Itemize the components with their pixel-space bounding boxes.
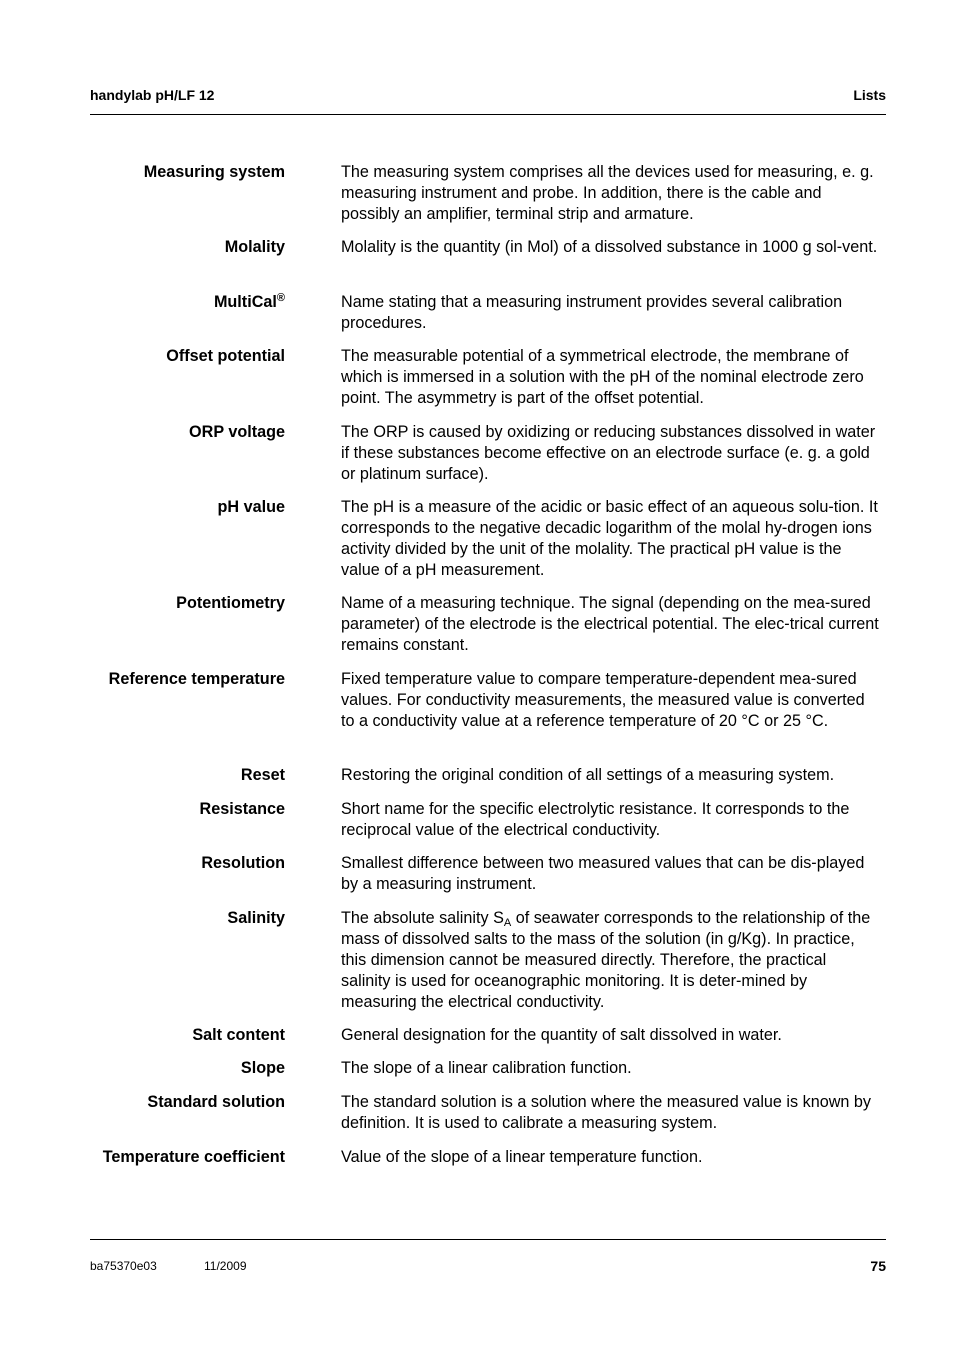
glossary-entry-measuring-system bbox=[90, 162, 886, 237]
glossary-definition: The pH is a measure of the acidic or basic effect of an aqueous solu-tion. It corresponds to the negative decadic logarithm of the molal hy-drogen ions activity divided by the unit of the molality. The practical pH value is the value of a pH measurement. bbox=[341, 498, 878, 579]
salinity-subscript: A bbox=[503, 917, 512, 929]
glossary-definition: Short name for the specific electrolytic resistance. It corresponds to the reciprocal value of the electrical conductivity. bbox=[341, 800, 850, 839]
glossary-entry-orp-voltage bbox=[90, 422, 886, 497]
glossary-definition: General designation for the quantity of salt dissolved in water. bbox=[341, 1026, 782, 1044]
glossary-term-text: MultiCal bbox=[213, 293, 277, 311]
page-footer bbox=[90, 1239, 886, 1280]
glossary-entry-potentiometry bbox=[90, 593, 886, 669]
glossary-term: Standard solution bbox=[147, 1093, 285, 1111]
footer-date: 11/2009 bbox=[204, 1259, 247, 1273]
glossary-entry-ph-value bbox=[90, 497, 886, 593]
glossary-entry-slope bbox=[90, 1058, 886, 1092]
glossary-entry-standard-solution bbox=[90, 1092, 886, 1147]
glossary-term bbox=[90, 292, 285, 346]
glossary-entry-reference-temperature bbox=[90, 669, 886, 765]
glossary-term: Molality bbox=[224, 238, 285, 256]
glossary-definition: Name of a measuring technique. The signal (depending on the mea-sured parameter) of the electrode is the electrical potential. The elec-trical current remains constant. bbox=[341, 594, 879, 654]
glossary-definition bbox=[341, 908, 879, 1025]
glossary-term: Salt content bbox=[192, 1026, 285, 1044]
glossary-definition: The slope of a linear calibration function. bbox=[341, 1059, 632, 1077]
glossary-term: Resistance bbox=[199, 800, 285, 818]
glossary-entry-salinity bbox=[90, 908, 886, 1025]
glossary-definition: The measuring system comprises all the devices used for measuring, e. g. measuring instrument and probe. In addition, there is the cable and possibly an amplifier, terminal strip and armature. bbox=[341, 163, 874, 223]
salinity-definition-start: The absolute salinity S bbox=[341, 909, 504, 927]
glossary-definition: Restoring the original condition of all settings of a measuring system. bbox=[341, 766, 835, 784]
glossary-term: Reset bbox=[240, 766, 285, 784]
registered-trademark-sign: ® bbox=[276, 292, 285, 304]
glossary-term: pH value bbox=[217, 498, 285, 516]
salinity-definition-rest: of seawater corresponds to the relationship of the mass of dissolved salts to the mass of the solution (in g/Kg). In practice, this dimension cannot be measured directly. Therefore, the practical salinity is used for oceanographic monitoring. It is deter-mined by measuring the electrical conductivity. bbox=[341, 909, 871, 1011]
glossary-term: Slope bbox=[240, 1059, 285, 1077]
glossary-definition: The measurable potential of a symmetrical electrode, the membrane of which is immersed in a solution with the pH of the nominal electrode zero point. The asymmetry is part of the offset potential. bbox=[341, 347, 864, 407]
footer-document-id: ba75370e03 bbox=[90, 1259, 157, 1273]
glossary-term: Salinity bbox=[227, 909, 285, 927]
glossary-term: Resolution bbox=[201, 854, 285, 872]
glossary-term: ORP voltage bbox=[189, 423, 285, 441]
glossary-term: Temperature coefficient bbox=[102, 1148, 285, 1166]
glossary-entry-resistance bbox=[90, 799, 886, 853]
glossary-term: Reference temperature bbox=[108, 670, 285, 688]
glossary-definition: The standard solution is a solution where the measured value is known by definition. It is used to calibrate a measuring system. bbox=[341, 1093, 871, 1132]
glossary-entry-molality bbox=[90, 237, 886, 291]
glossary-definition: Molality is the quantity (in Mol) of a dissolved substance in 1000 g sol-vent. bbox=[341, 238, 878, 256]
header-section-name: Lists bbox=[853, 87, 886, 103]
glossary-entry-resolution bbox=[90, 853, 886, 908]
glossary-entry-salt-content bbox=[90, 1025, 886, 1058]
glossary-entry-temperature-coefficient bbox=[90, 1147, 886, 1189]
glossary-definition: Smallest difference between two measured values that can be dis-played by a measuring instrument. bbox=[341, 854, 865, 893]
glossary-term: Potentiometry bbox=[176, 594, 285, 612]
glossary-term: Offset potential bbox=[166, 347, 285, 365]
glossary-definition: Fixed temperature value to compare temperature-dependent mea-sured values. For conductivity measurements, the measured value is converted to a conductivity value at a reference temperature of 20 °C or 25 °C. bbox=[341, 670, 865, 730]
footer-page-number: 75 bbox=[870, 1258, 886, 1274]
page-header bbox=[90, 86, 886, 115]
glossary-entry-multical bbox=[90, 291, 886, 346]
glossary-entry-offset-potential bbox=[90, 346, 886, 422]
glossary-definition: The ORP is caused by oxidizing or reducing substances dissolved in water if these substances become effective on an electrode surface (e. g. a gold or platinum surface). bbox=[341, 423, 876, 483]
header-product-name: handylab pH/LF 12 bbox=[90, 87, 215, 103]
glossary-entry-reset bbox=[90, 765, 886, 799]
glossary-term: Measuring system bbox=[143, 163, 285, 181]
glossary-definition: Name stating that a measuring instrument provides several calibration procedures. bbox=[341, 293, 843, 332]
glossary-list bbox=[90, 162, 886, 1189]
glossary-definition: Value of the slope of a linear temperature function. bbox=[341, 1148, 703, 1166]
